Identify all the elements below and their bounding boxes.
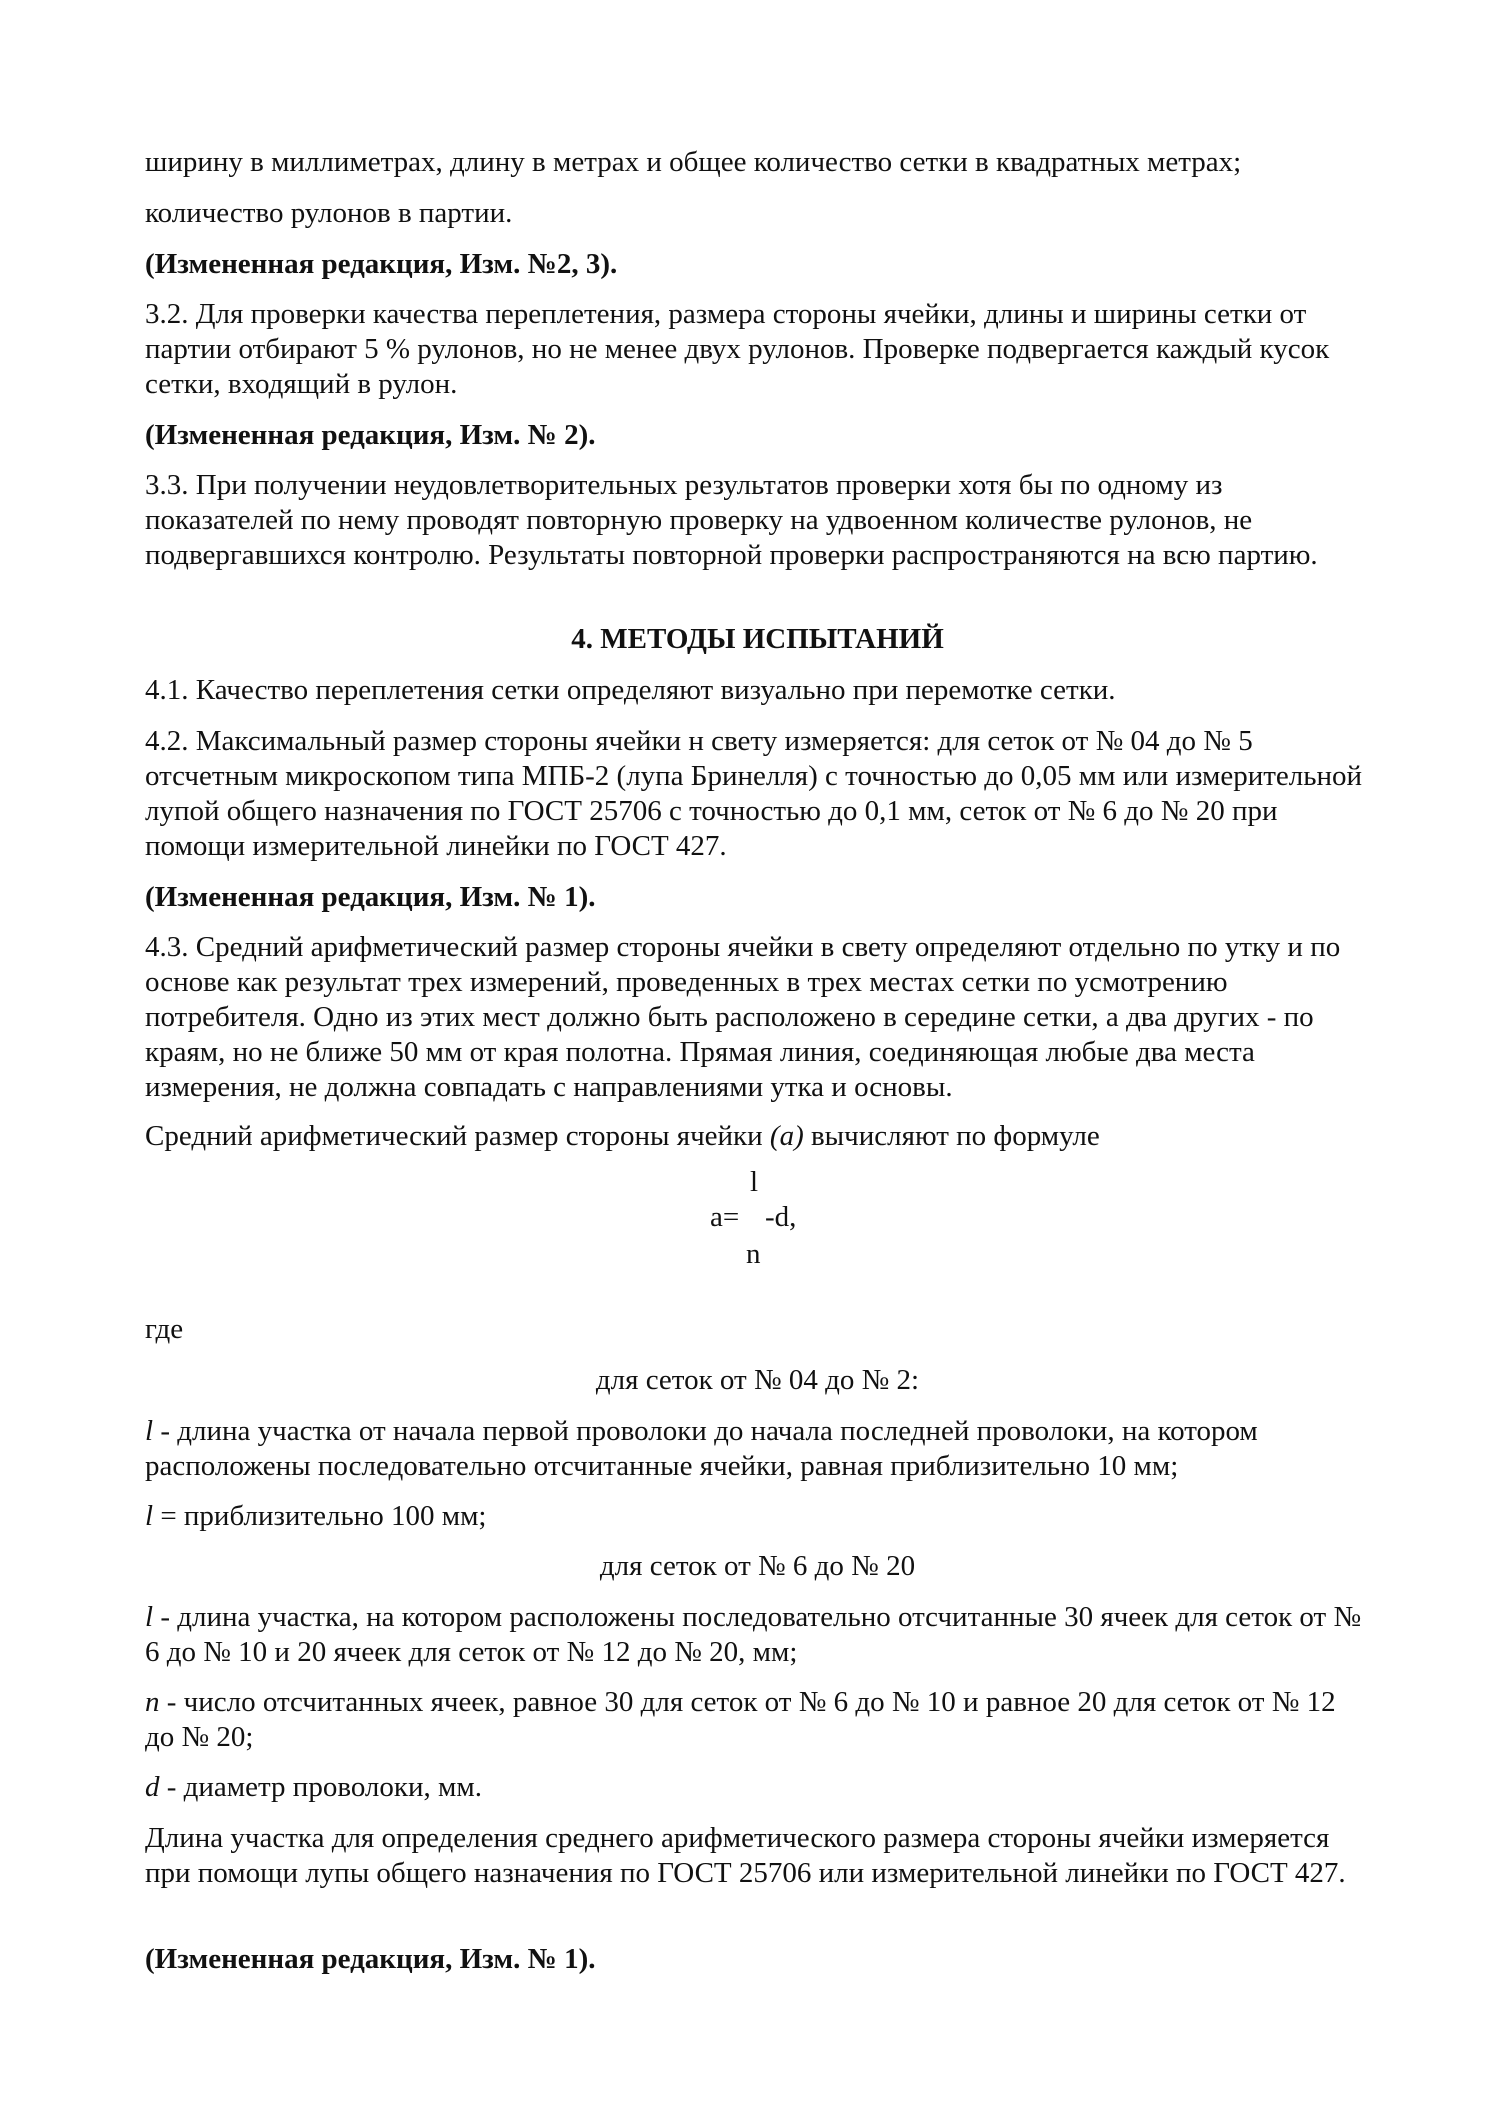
document-page: [145, 0, 1370, 2121]
formula-denominator: n: [746, 1238, 761, 1270]
subheading-mesh-6-20: для сеток от № 6 до № 20: [599, 1550, 916, 1582]
formula-lhs: a=: [710, 1201, 740, 1233]
paragraph-formula-intro: Средний арифметический размер стороны ячейки (a) вычисляют по формуле: [145, 1120, 1100, 1152]
section-heading-test-methods: 4. МЕТОДЫ ИСПЫТАНИЙ: [571, 623, 944, 655]
amendment-note-2-3: (Измененная редакция, Изм. №2, 3).: [145, 248, 618, 280]
amendment-note-1-a: (Измененная редакция, Изм. № 1).: [145, 881, 596, 913]
subheading-mesh-04-2: для сеток от № 04 до № 2:: [595, 1364, 920, 1396]
variable-a: (a): [769, 1120, 804, 1152]
clause-4-3: 4.3. Средний арифметический размер стороны ячейки в свету определяют отдельно по утку и по основе как результат трех измерений, проведенных в трех местах сетки по усмотрению потребителя. Одно из этих мест должно быть расположено в середине сетки, а два других - по краям, но не ближе 50 мм от края полотна. Прямая линия, соединяющая любые два места измерения, не должна совпадать с направлениями утка и основы.: [145, 931, 1341, 1103]
clause-3-2: 3.2. Для проверки качества переплетения, размера стороны ячейки, длины и ширины сетки от партии отбирают 5 % рулонов, но не менее двух рулонов. Проверке подвергается каждый кусок сетки, входящий в рулон.: [145, 298, 1330, 400]
definition-l-large-mesh: l - длина участка, на котором расположены последовательно отсчитанные 30 ячеек для сеток от № 6 до № 10 и 20 ячеек для сеток от № 12 до № 20, мм;: [145, 1601, 1362, 1668]
amendment-note-1-b: (Измененная редакция, Изм. № 1).: [145, 1943, 596, 1975]
definition-d: d - диаметр проволоки, мм.: [145, 1771, 482, 1803]
clause-3-3: 3.3. При получении неудовлетворительных результатов проверки хотя бы по одному из показателей по нему проводят повторную проверку на удвоенном количестве рулонов, не подвергавшихся контролю. Результаты повторной проверки распространяются на всю партию.: [145, 469, 1318, 571]
formula-mesh-size: [145, 1165, 1370, 1295]
variable-l: l: [145, 1601, 154, 1633]
variable-l: l: [145, 1415, 154, 1447]
variable-l: l: [145, 1500, 154, 1532]
paragraph-where: где: [145, 1313, 184, 1345]
formula-rhs: -d,: [765, 1201, 797, 1233]
paragraph-measurement-tools: Длина участка для определения среднего арифметического размера стороны ячейки измеряется при помощи лупы общего назначения по ГОСТ 25706 или измерительной линейки по ГОСТ 427.: [145, 1822, 1346, 1889]
definition-n: n - число отсчитанных ячеек, равное 30 для сеток от № 6 до № 10 и равное 20 для сеток от № 12 до № 20;: [145, 1686, 1336, 1753]
formula-numerator: l: [750, 1166, 759, 1198]
clause-4-1: 4.1. Качество переплетения сетки определяют визуально при перемотке сетки.: [145, 674, 1116, 706]
amendment-note-2: (Измененная редакция, Изм. № 2).: [145, 419, 596, 451]
paragraph-roll-count: количество рулонов в партии.: [145, 197, 513, 229]
variable-n: n: [145, 1686, 160, 1718]
definition-l-small-mesh: l - длина участка от начала первой проволоки до начала последней проволоки, на котором расположены последовательно отсчитанные ячейки, равная приблизительно 10 мм;: [145, 1415, 1258, 1482]
variable-d: d: [145, 1771, 160, 1803]
definition-l-approx: l = приблизительно 100 мм;: [145, 1500, 487, 1532]
paragraph-packaging-width-length: ширину в миллиметрах, длину в метрах и общее количество сетки в квадратных метрах;: [145, 146, 1242, 178]
clause-4-2: 4.2. Максимальный размер стороны ячейки н свету измеряется: для сеток от № 04 до № 5 отсчетным микроскопом типа МПБ-2 (лупа Бринелля) с точностью до 0,05 мм или измерительной лупой общего назначения по ГОСТ 25706 с точностью до 0,1 мм, сеток от № 6 до № 20 при помощи измерительной линейки по ГОСТ 427.: [145, 725, 1363, 862]
